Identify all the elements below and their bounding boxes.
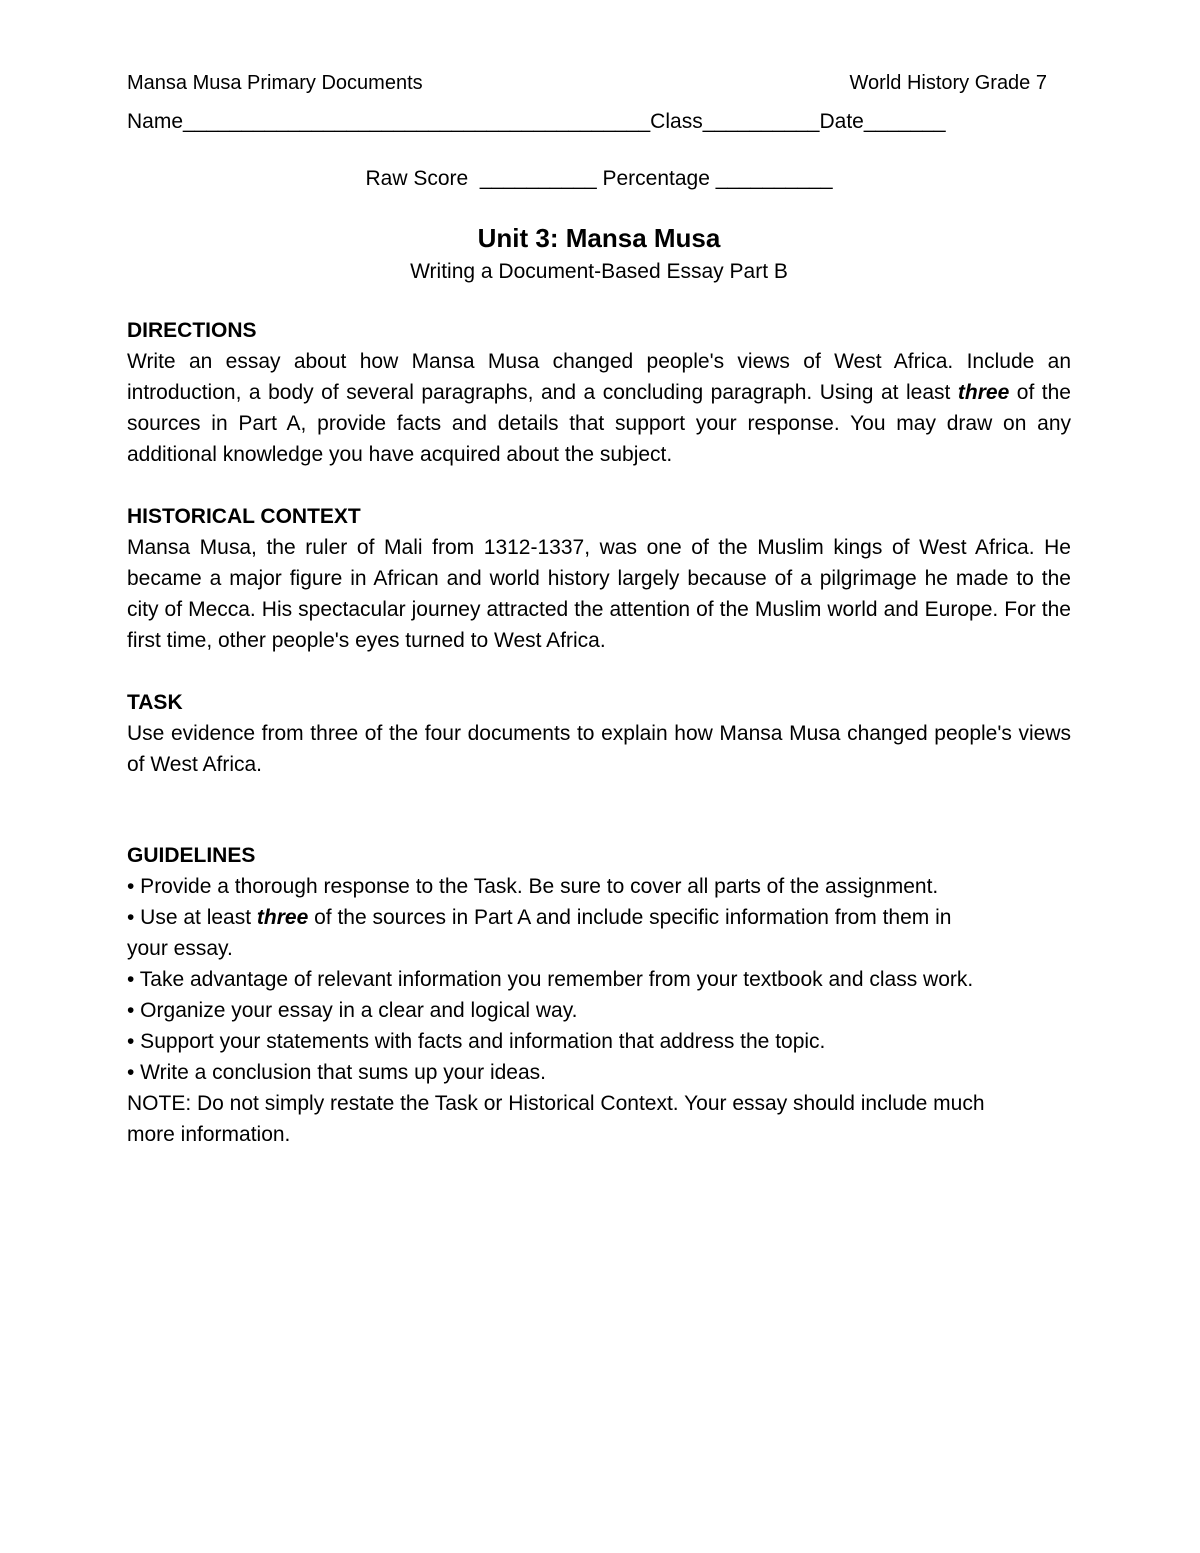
document-header [127, 70, 1047, 96]
guideline-item-4: • Organize your essay in a clear and logical way. [127, 999, 578, 1022]
directions-heading: DIRECTIONS [127, 319, 257, 342]
guidelines-note: NOTE: Do not simply restate the Task or Historical Context. Your essay should include much more information. [127, 1092, 985, 1146]
guideline-item-5: • Support your statements with facts and information that address the topic. [127, 1030, 826, 1053]
directions-text-part2: of the sources in Part A, provide facts and details that support your response. You may draw on any additional knowledge you have acquired about the subject. [127, 381, 1071, 466]
directions-text-part1: Write an essay about how Mansa Musa changed people's views of West Africa. Include an introduction, a body of several paragraphs, and a concluding paragraph. Using at least [127, 350, 1071, 404]
guideline-item-2-part1: • Use at least [127, 906, 257, 929]
guideline-item-1: • Provide a thorough response to the Task. Be sure to cover all parts of the assignment. [127, 875, 939, 898]
document-page [127, 70, 1071, 1150]
directions-text [127, 346, 1071, 470]
header-course-title: Mansa Musa Primary Documents [127, 72, 423, 94]
unit-title: Unit 3: Mansa Musa [477, 223, 721, 253]
guideline-item-6: • Write a conclusion that sums up your ideas. [127, 1061, 546, 1084]
score-percentage-line: Raw Score __________ Percentage __________ [365, 167, 833, 190]
guidelines-list [127, 871, 987, 1150]
unit-subtitle: Writing a Document-Based Essay Part B [410, 260, 788, 283]
guideline-item-2 [127, 902, 987, 964]
task-text: Use evidence from three of the four documents to explain how Mansa Musa changed people's views of West Africa. [127, 722, 1071, 776]
guideline-item-2-emphasis: three [256, 906, 309, 929]
guidelines-heading: GUIDELINES [127, 844, 256, 867]
task-heading: TASK [127, 691, 183, 714]
historical-context-text: Mansa Musa, the ruler of Mali from 1312-1337, was one of the Muslim kings of West Africa. He became a major figure in African and world history largely because of a pilgrimage he made to the city of Mecca. His spectacular journey attracted the attention of the Muslim world and Europe. For the first time, other people's eyes turned to West Africa. [127, 536, 1071, 652]
guideline-item-3: • Take advantage of relevant information you remember from your textbook and class work. [127, 968, 974, 991]
header-grade: World History Grade 7 [849, 72, 1047, 94]
guideline-item-2-part2: of the sources in Part A and include specific information from them in your essay. [127, 906, 952, 960]
directions-emphasis: three [957, 381, 1010, 404]
name-class-date-line: Name________________________________________Class__________Date_______ [127, 110, 946, 133]
historical-context-heading: HISTORICAL CONTEXT [127, 505, 361, 528]
